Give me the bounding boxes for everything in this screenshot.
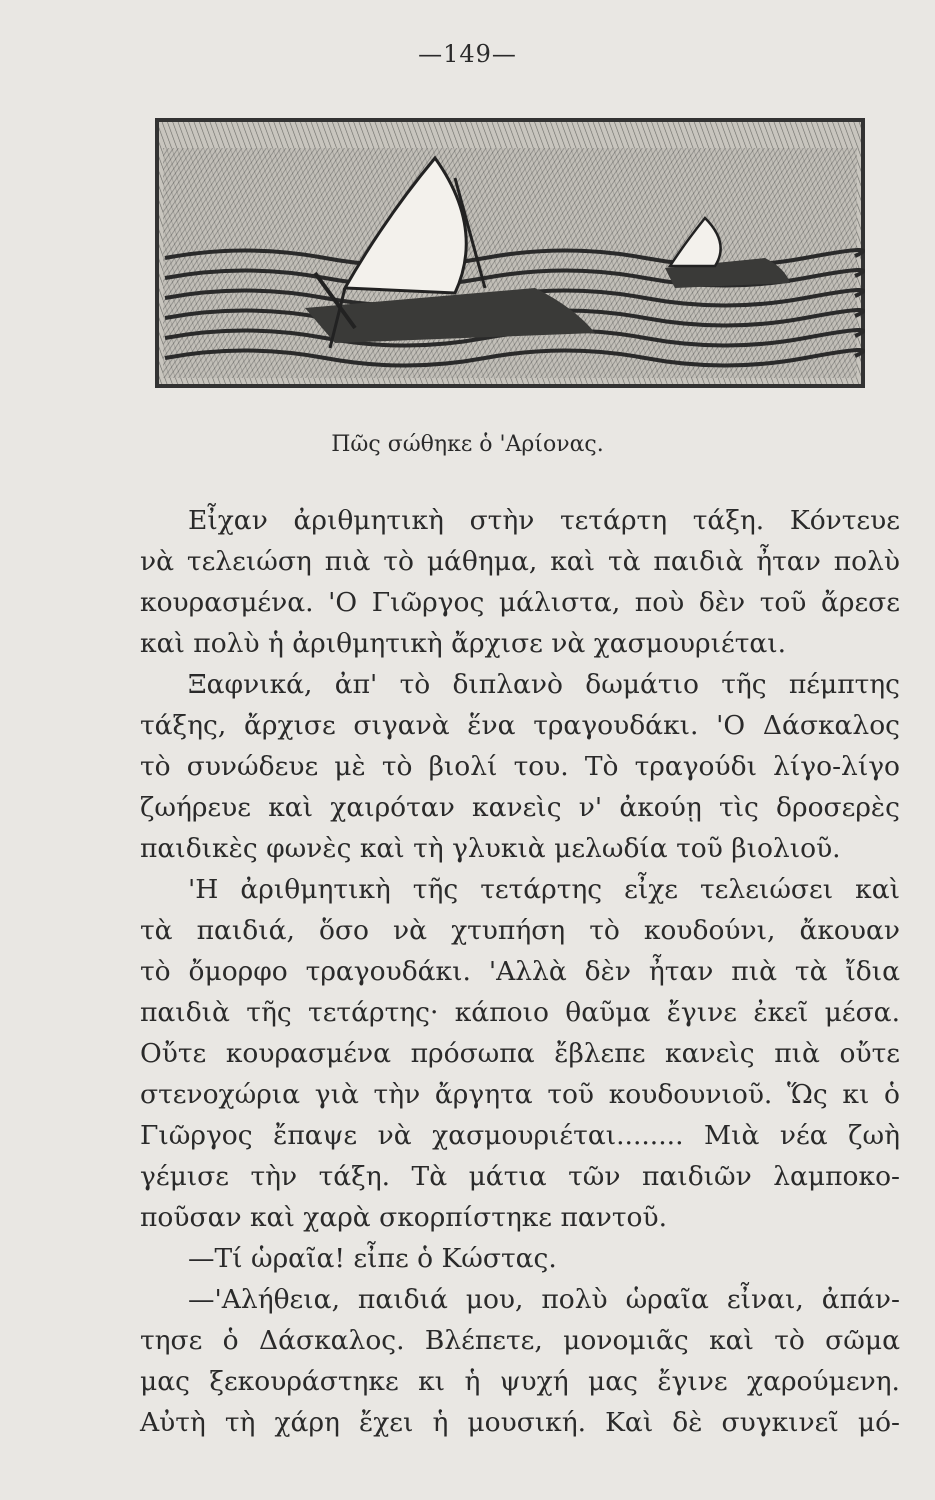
text-line: ποῦσαν καὶ χαρὰ σκορπίστηκε παντοῦ. (140, 1202, 668, 1233)
text-line: τησε ὁ Δάσκαλος. Βλέπετε, μονομιᾶς καὶ τὸ σῶμα (140, 1325, 900, 1356)
text-line: τὸ συνώδευε μὲ τὸ βιολί του. Τὸ τραγούδι λίγο-λίγο (140, 751, 900, 782)
text-line: Ξαφνικά, ἀπ' τὸ διπλανὸ δωμάτιο τῆς πέμπτης (188, 669, 900, 700)
ships-illustration (155, 118, 865, 388)
text-line: τὸ ὄμορφο τραγουδάκι. 'Αλλὰ δὲν ἦταν πιὰ τὰ ἴδια (140, 956, 900, 987)
text-line: μας ξεκουράστηκε κι ἡ ψυχή μας ἔγινε χαρούμενη. (140, 1366, 900, 1397)
text-line: νὰ τελειώση πιὰ τὸ μάθημα, καὶ τὰ παιδιὰ ἦταν πολὺ (140, 546, 900, 577)
text-line: Οὔτε κουρασμένα πρόσωπα ἔβλεπε κανεὶς πιὰ οὔτε (140, 1038, 900, 1069)
text-line: στενοχώρια γιὰ τὴν ἄργητα τοῦ κουδουνιοῦ. Ὥς κι ὁ (140, 1079, 900, 1110)
text-line: τὰ παιδιά, ὅσο νὰ χτυπήση τὸ κουδούνι, ἄκουαν (140, 915, 900, 946)
text-line: Εἶχαν ἀριθμητικὴ στὴν τετάρτη τάξη. Κόντευε (188, 505, 900, 536)
text-line: 'Η ἀριθμητικὴ τῆς τετάρτης εἶχε τελειώσει καὶ (188, 874, 900, 905)
page-number: —149— (418, 40, 517, 68)
chapter-title: Πῶς σώθηκε ὁ 'Αρίονας. (331, 432, 604, 457)
text-line: κουρασμένα. 'Ο Γιῶργος μάλιστα, ποὺ δὲν τοῦ ἄρεσε (140, 587, 900, 618)
text-line: καὶ πολὺ ἡ ἀριθμητικὴ ἄρχισε νὰ χασμουριέται. (140, 628, 787, 659)
text-line: Αὐτὴ τὴ χάρη ἔχει ἡ μουσική. Καὶ δὲ συγκινεῖ μό- (140, 1407, 900, 1438)
body-text (140, 500, 900, 1443)
text-line: παιδικὲς φωνὲς καὶ τὴ γλυκιὰ μελωδία τοῦ βιολιοῦ. (140, 833, 841, 864)
text-line: γέμισε τὴν τάξη. Τὰ μάτια τῶν παιδιῶν λαμποκο- (140, 1161, 900, 1192)
text-line: —Τί ὡραῖα! εἶπε ὁ Κώστας. (188, 1243, 557, 1274)
text-line: —'Αλήθεια, παιδιά μου, πολὺ ὡραῖα εἶναι, ἀπάν- (188, 1284, 900, 1315)
text-line: Γιῶργος ἔπαψε νὰ χασμουριέται........ Μιὰ νέα ζωὴ (140, 1120, 900, 1151)
text-line: παιδιὰ τῆς τετάρτης· κάποιο θαῦμα ἔγινε ἐκεῖ μέσα. (140, 997, 900, 1028)
text-line: τάξης, ἄρχισε σιγανὰ ἕνα τραγουδάκι. 'Ο Δάσκαλος (140, 710, 900, 741)
text-line: ζωήρευε καὶ χαιρόταν κανεὶς ν' ἀκούῃ τὶς δροσερὲς (140, 792, 900, 823)
